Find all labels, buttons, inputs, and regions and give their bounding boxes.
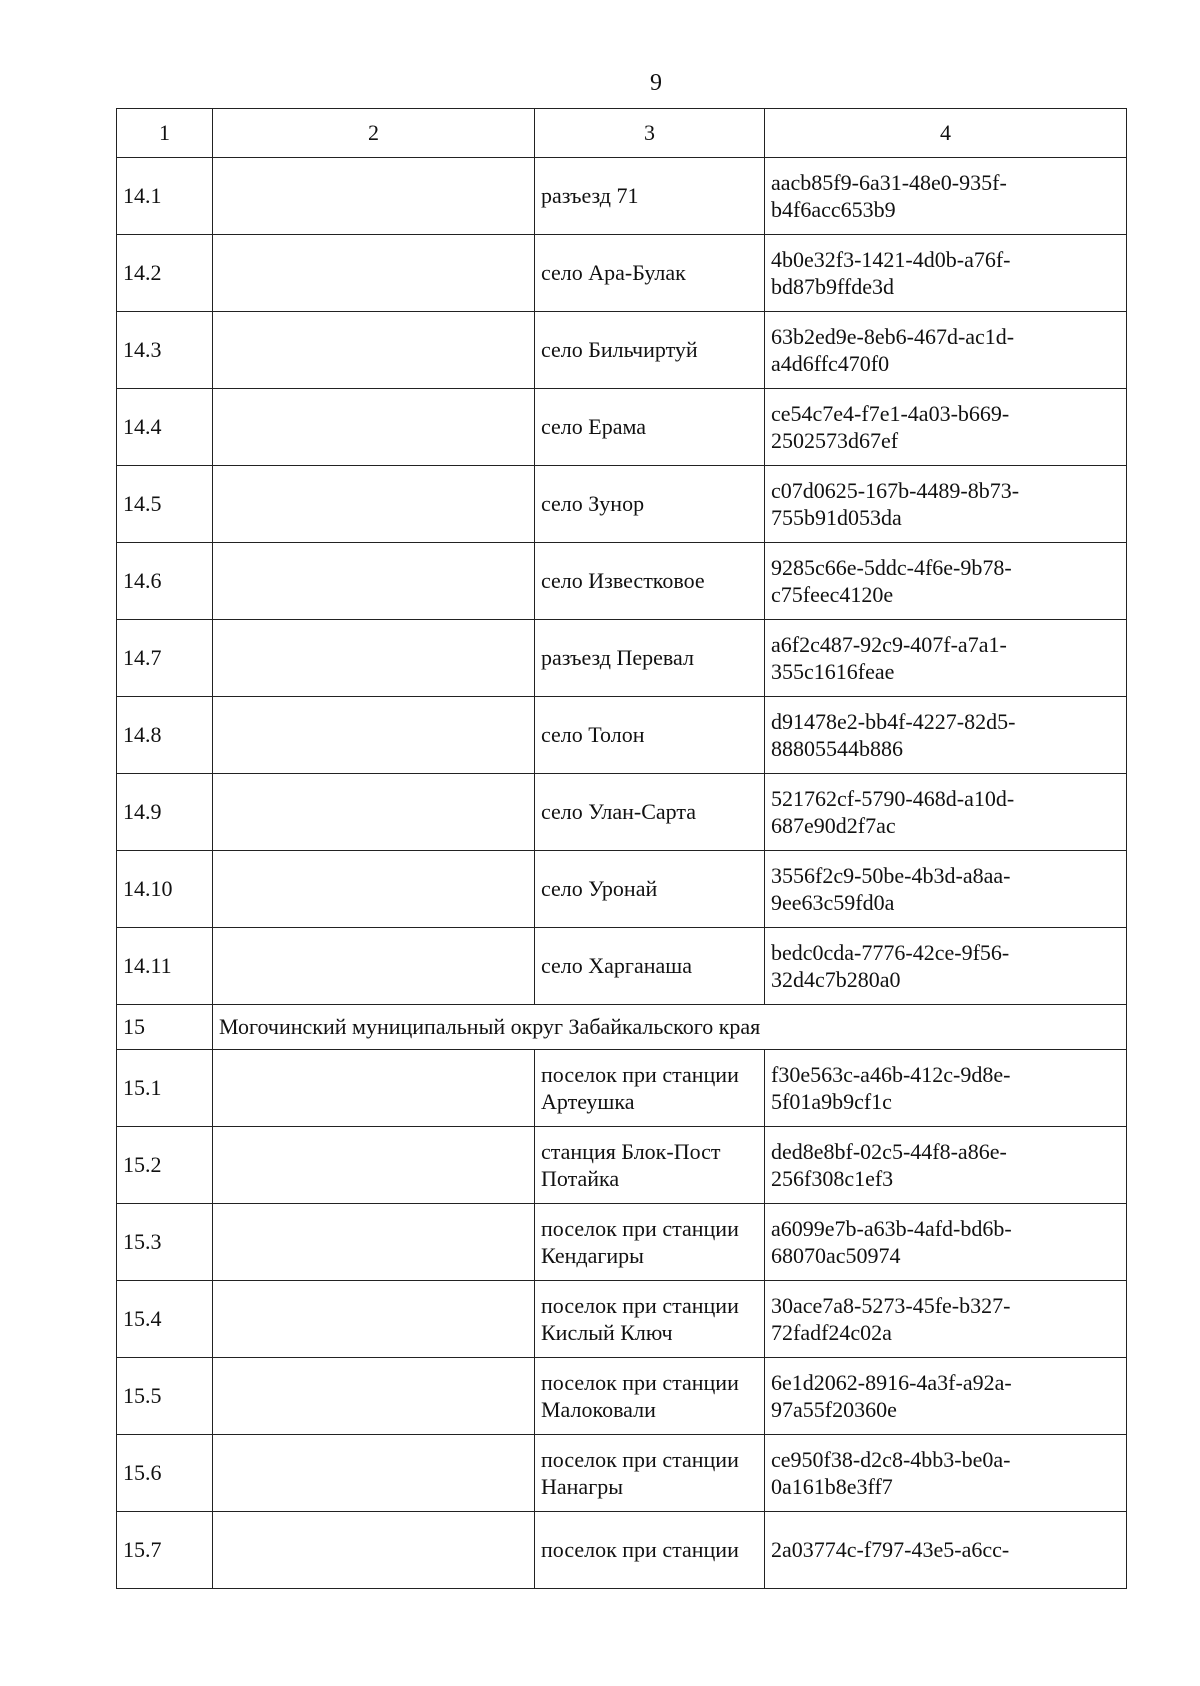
row-number: 14.1 <box>117 158 213 235</box>
empty-cell <box>213 697 535 774</box>
empty-cell <box>213 312 535 389</box>
table-row <box>117 1512 1127 1589</box>
empty-cell <box>213 851 535 928</box>
settlement-guid: f30e563c-a46b-412c-9d8e- 5f01a9b9cf1c <box>765 1050 1127 1127</box>
settlement-name: село Зунор <box>535 466 765 543</box>
settlement-guid: ce54c7e4-f7e1-4a03-b669- 2502573d67ef <box>765 389 1127 466</box>
table-row <box>117 1435 1127 1512</box>
settlement-name: село Бильчиртуй <box>535 312 765 389</box>
settlement-guid: 63b2ed9e-8eb6-467d-ac1d- a4d6ffc470f0 <box>765 312 1127 389</box>
row-number: 14.2 <box>117 235 213 312</box>
settlement-name: разъезд Перевал <box>535 620 765 697</box>
empty-cell <box>213 543 535 620</box>
row-number: 14.3 <box>117 312 213 389</box>
header-cell: 4 <box>765 109 1127 158</box>
header-cell: 1 <box>117 109 213 158</box>
empty-cell <box>213 620 535 697</box>
table-header-row <box>117 109 1127 158</box>
row-number: 15.2 <box>117 1127 213 1204</box>
settlement-name: село Толон <box>535 697 765 774</box>
settlement-guid: 4b0e32f3-1421-4d0b-a76f- bd87b9ffde3d <box>765 235 1127 312</box>
empty-cell <box>213 235 535 312</box>
settlement-name: село Ара-Булак <box>535 235 765 312</box>
empty-cell <box>213 774 535 851</box>
empty-cell <box>213 1512 535 1589</box>
table-row <box>117 774 1127 851</box>
settlement-guid: a6f2c487-92c9-407f-a7a1- 355c1616feae <box>765 620 1127 697</box>
settlement-name: поселок при станции <box>535 1512 765 1589</box>
settlement-guid: a6099e7b-a63b-4afd-bd6b- 68070ac50974 <box>765 1204 1127 1281</box>
settlement-guid: 2a03774c-f797-43e5-a6cc- <box>765 1512 1127 1589</box>
settlement-guid: 6e1d2062-8916-4a3f-a92a- 97a55f20360e <box>765 1358 1127 1435</box>
table-row <box>117 851 1127 928</box>
row-number: 14.7 <box>117 620 213 697</box>
header-cell: 2 <box>213 109 535 158</box>
row-number: 14.10 <box>117 851 213 928</box>
empty-cell <box>213 1204 535 1281</box>
settlement-guid: ce950f38-d2c8-4bb3-be0a- 0a161b8e3ff7 <box>765 1435 1127 1512</box>
empty-cell <box>213 158 535 235</box>
settlement-guid: bedc0cda-7776-42ce-9f56- 32d4c7b280a0 <box>765 928 1127 1005</box>
settlement-name: поселок при станции Кендагиры <box>535 1204 765 1281</box>
row-number: 14.8 <box>117 697 213 774</box>
section-number: 15 <box>117 1005 213 1050</box>
table-row <box>117 389 1127 466</box>
empty-cell <box>213 1281 535 1358</box>
empty-cell <box>213 1050 535 1127</box>
header-cell: 3 <box>535 109 765 158</box>
table-row <box>117 158 1127 235</box>
table-row <box>117 235 1127 312</box>
row-number: 14.6 <box>117 543 213 620</box>
table-row <box>117 466 1127 543</box>
settlement-guid: c07d0625-167b-4489-8b73- 755b91d053da <box>765 466 1127 543</box>
row-number: 15.3 <box>117 1204 213 1281</box>
row-number: 15.4 <box>117 1281 213 1358</box>
row-number: 15.1 <box>117 1050 213 1127</box>
settlement-name: село Ерама <box>535 389 765 466</box>
settlement-guid: 3556f2c9-50be-4b3d-a8aa- 9ee63c59fd0a <box>765 851 1127 928</box>
row-number: 15.7 <box>117 1512 213 1589</box>
settlement-guid: 521762cf-5790-468d-a10d- 687e90d2f7ac <box>765 774 1127 851</box>
settlements-table <box>116 108 1127 1589</box>
row-number: 14.11 <box>117 928 213 1005</box>
settlement-name: село Известковое <box>535 543 765 620</box>
empty-cell <box>213 1435 535 1512</box>
table-row <box>117 1127 1127 1204</box>
settlement-name: поселок при станции Кислый Ключ <box>535 1281 765 1358</box>
settlement-name: село Уронай <box>535 851 765 928</box>
row-number: 14.5 <box>117 466 213 543</box>
settlement-name: поселок при станции Нанагры <box>535 1435 765 1512</box>
table-row <box>117 928 1127 1005</box>
table-row <box>117 1204 1127 1281</box>
section-title: Могочинский муниципальный округ Забайкальского края <box>213 1005 1127 1050</box>
settlement-guid: aacb85f9-6a31-48e0-935f- b4f6acc653b9 <box>765 158 1127 235</box>
table-row <box>117 620 1127 697</box>
settlement-name: поселок при станции Малоковали <box>535 1358 765 1435</box>
empty-cell <box>213 1358 535 1435</box>
row-number: 15.5 <box>117 1358 213 1435</box>
section-row <box>117 1005 1127 1050</box>
settlement-name: село Улан-Сарта <box>535 774 765 851</box>
settlement-guid: 9285c66e-5ddc-4f6e-9b78- c75feec4120e <box>765 543 1127 620</box>
page-number: 9 <box>650 70 662 96</box>
table-row <box>117 697 1127 774</box>
empty-cell <box>213 928 535 1005</box>
table-row <box>117 543 1127 620</box>
empty-cell <box>213 389 535 466</box>
settlement-guid: 30ace7a8-5273-45fe-b327- 72fadf24c02a <box>765 1281 1127 1358</box>
settlement-name: поселок при станции Артеушка <box>535 1050 765 1127</box>
settlement-name: село Харганаша <box>535 928 765 1005</box>
table-row <box>117 1050 1127 1127</box>
row-number: 15.6 <box>117 1435 213 1512</box>
table-row <box>117 1358 1127 1435</box>
empty-cell <box>213 1127 535 1204</box>
settlement-guid: ded8e8bf-02c5-44f8-a86e- 256f308c1ef3 <box>765 1127 1127 1204</box>
row-number: 14.9 <box>117 774 213 851</box>
settlement-guid: d91478e2-bb4f-4227-82d5- 88805544b886 <box>765 697 1127 774</box>
row-number: 14.4 <box>117 389 213 466</box>
table-row <box>117 1281 1127 1358</box>
settlement-name: разъезд 71 <box>535 158 765 235</box>
table-row <box>117 312 1127 389</box>
empty-cell <box>213 466 535 543</box>
settlement-name: станция Блок-Пост Потайка <box>535 1127 765 1204</box>
